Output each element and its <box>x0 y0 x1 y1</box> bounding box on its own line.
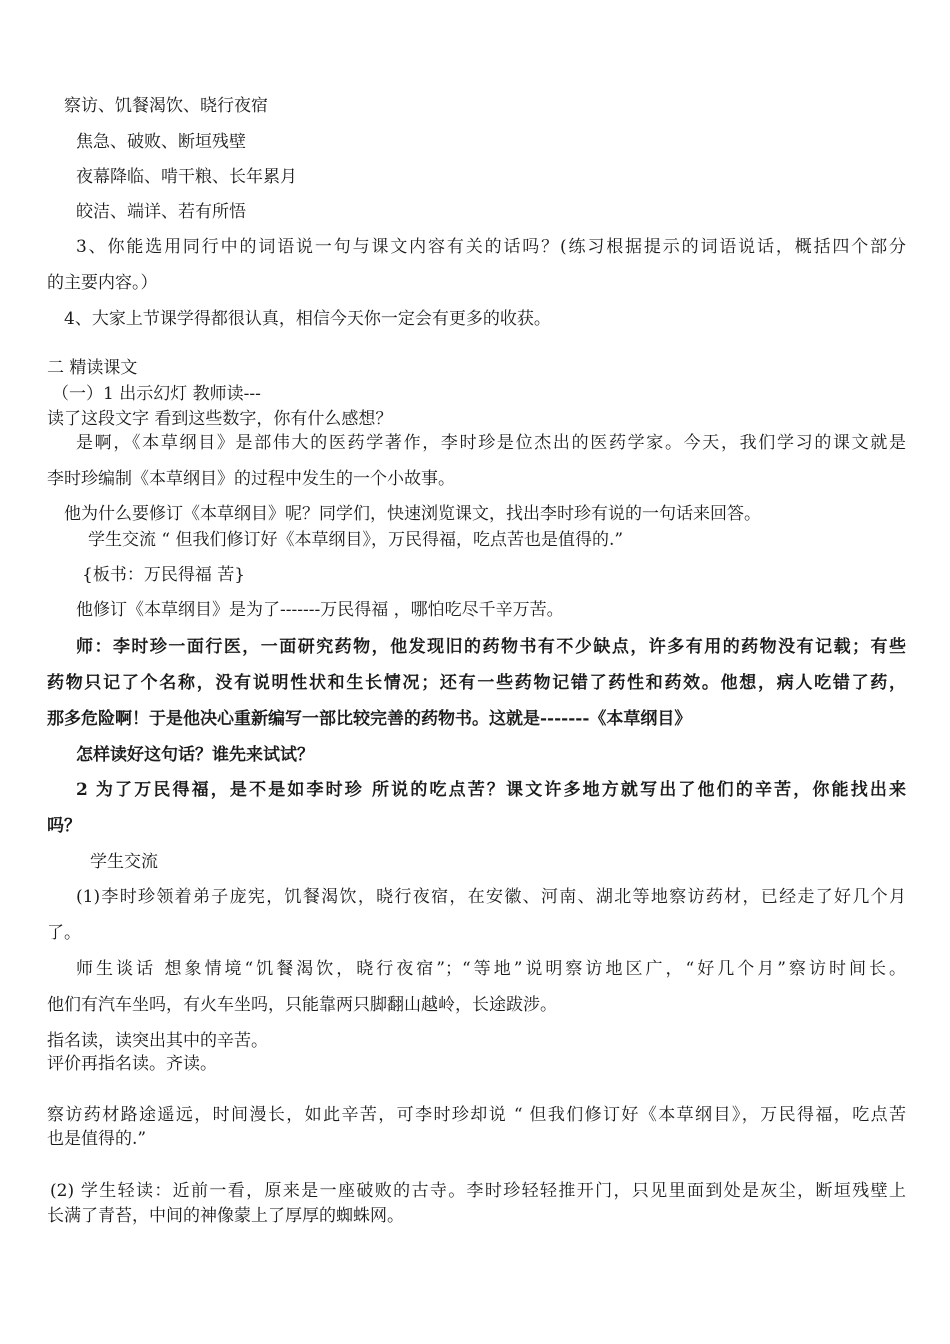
question-4: 4、大家上节课学得都很认真，相信今天你一定会有更多的收获。 <box>64 309 551 329</box>
item-1-line-1: (1)李时珍领着弟子庞宪，饥餐渴饮，晓行夜宿，在安徽、河南、湖北等地察访药材，已经走了好几个月 <box>76 887 906 907</box>
purpose-line: 他修订《本草纲目》是为了-------万民得福 ，哪怕吃尽千辛万苦。 <box>76 600 564 620</box>
question-2-line-1: 2 为了万民得福，是不是如李时珍 所说的吃点苦？课文许多地方就写出了他们的辛苦，你能找出来 <box>76 780 906 800</box>
board-note: {板书：万民得福 苦} <box>82 565 246 585</box>
teacher-line-1: 师：李时珍一面行医，一面研究药物，他发现旧的药物书有不少缺点，许多有用的药物没有记载；有些 <box>76 637 906 657</box>
intro-line-2: 李时珍编制《本草纲目》的过程中发生的一个小故事。 <box>47 469 455 489</box>
part-1-heading: （一）1 出示幻灯 教师读--- <box>52 384 261 404</box>
question-2-line-2: 吗？ <box>47 816 81 836</box>
vocab-line-4: 皎洁、端详、若有所悟 <box>76 202 246 222</box>
section-2-title: 二 精读课文 <box>47 358 138 378</box>
vocab-line-2: 焦急、破败、断垣残壁 <box>76 132 246 152</box>
student-exchange: 学生交流 <box>90 852 158 872</box>
teacher-line-3: 那多危险啊！于是他决心重新编写一部比较完善的药物书。这就是-------《本草纲目》 <box>47 709 692 729</box>
question-3-line-2: 的主要内容。） <box>47 273 158 293</box>
talk-line-2: 他们有汽车坐吗，有火车坐吗，只能靠两只脚翻山越岭，长途跋涉。 <box>47 995 557 1015</box>
summary-line-2: 也是值得的.” <box>47 1129 147 1149</box>
talk-line-1: 师生谈话 想象情境“饥餐渴饮，晓行夜宿”；“等地”说明察访地区广，“好几个月”察访时间长。 <box>76 959 906 979</box>
read-by-name: 指名读，读突出其中的辛苦。 <box>47 1031 268 1051</box>
item-2-line-1: (2) 学生轻读：近前一看，原来是一座破败的古寺。李时珍轻轻推开门，只见里面到处是灰尘，断垣残壁上 <box>50 1181 906 1201</box>
reflect-question: 读了这段文字 看到这些数字，你有什么感想？ <box>47 409 393 429</box>
item-1-line-2: 了。 <box>47 923 81 943</box>
item-2-line-2: 长满了青苔，中间的神像蒙上了厚厚的蜘蛛网。 <box>47 1206 404 1226</box>
why-question: 他为什么要修订《本草纲目》呢？同学们，快速浏览课文，找出李时珍有说的一句话来回答。 <box>64 504 761 524</box>
student-quote: 学生交流 “ 但我们修订好《本草纲目》，万民得福，吃点苦也是值得的.” <box>88 530 624 550</box>
summary-line-1: 察访药材路途遥远，时间漫长，如此辛苦，可李时珍却说 “ 但我们修订好《本草纲目》，万民得福，吃点苦 <box>47 1105 906 1125</box>
evaluate-read: 评价再指名读。齐读。 <box>47 1054 217 1074</box>
vocab-line-3: 夜幕降临、啃干粮、长年累月 <box>76 167 297 187</box>
vocab-line-1: 察访、饥餐渴饮、晓行夜宿 <box>64 96 268 116</box>
read-question: 怎样读好这句话？谁先来试试？ <box>76 745 314 765</box>
teacher-line-2: 药物只记了个名称，没有说明性状和生长情况；还有一些药物记错了药性和药效。他想，病人吃错了药， <box>47 673 906 693</box>
intro-line-1: 是啊，《本草纲目》是部伟大的医药学著作，李时珍是位杰出的医药学家。今天，我们学习的课文就是 <box>76 433 906 453</box>
question-3-line-1: 3、你能选用同行中的词语说一句与课文内容有关的话吗？(练习根据提示的词语说话，概括四个部分 <box>76 237 906 257</box>
